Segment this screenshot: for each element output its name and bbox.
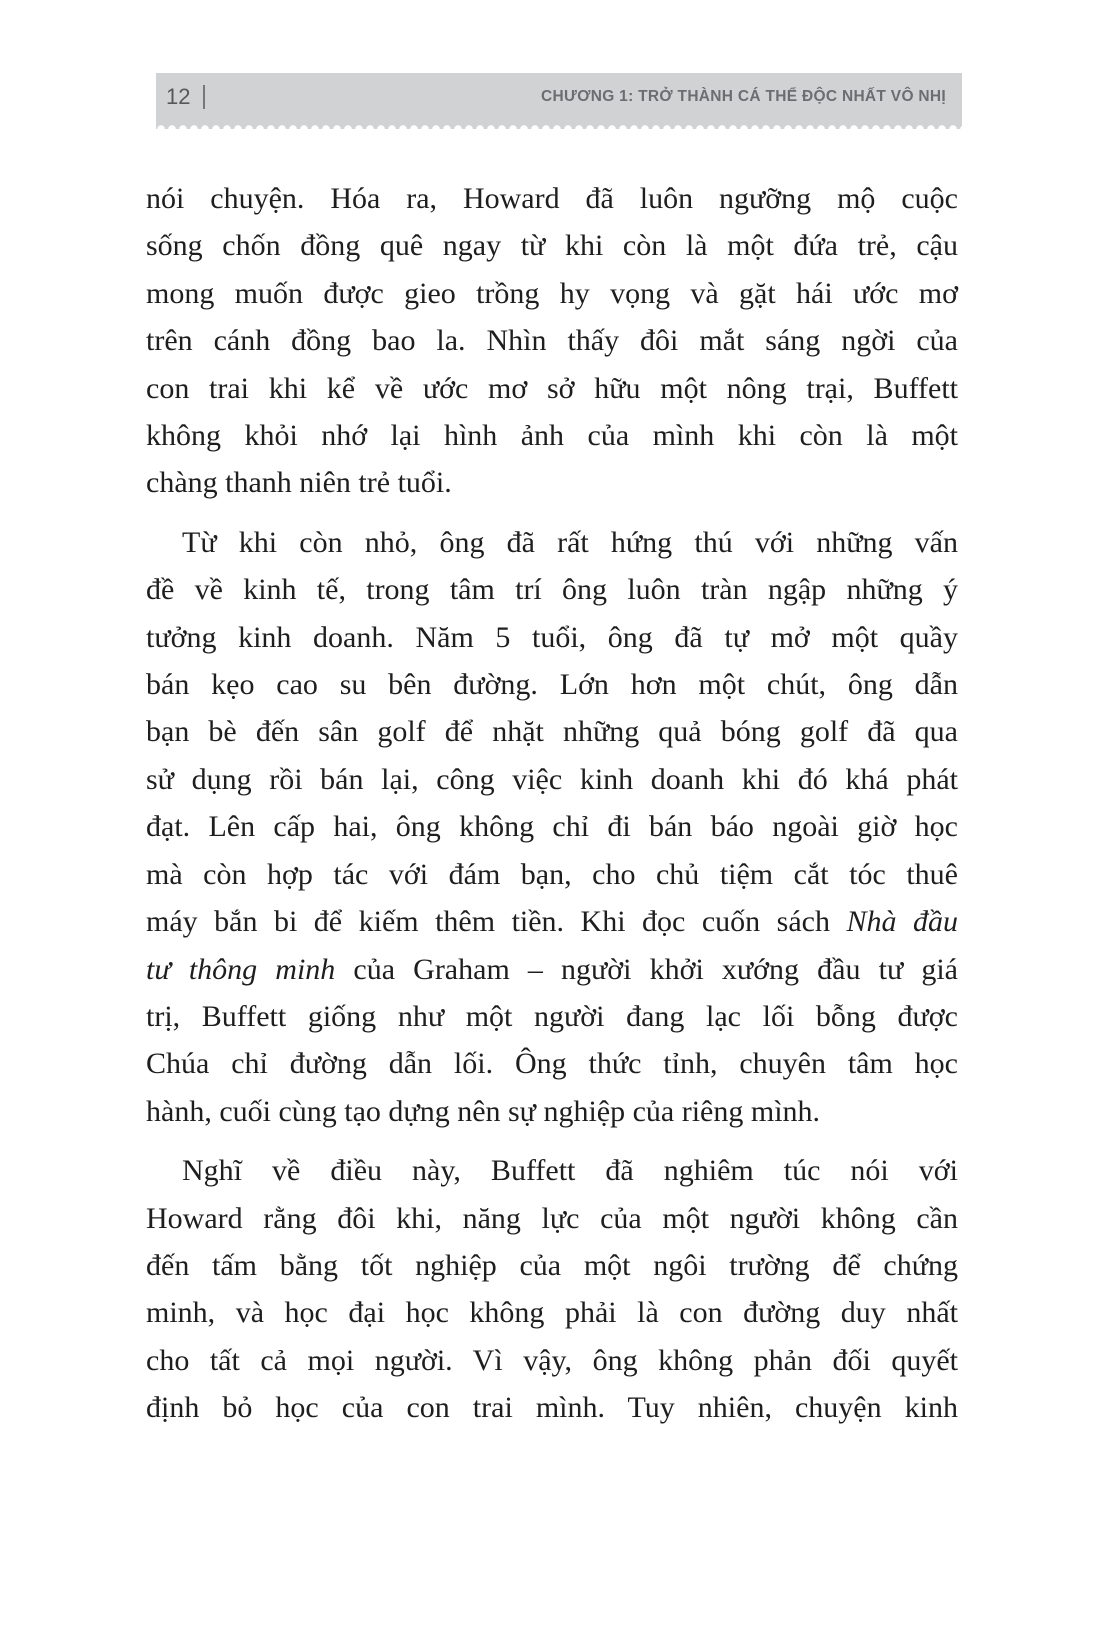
paragraph xyxy=(146,519,958,1135)
page-number-group xyxy=(166,84,205,110)
text-line xyxy=(146,756,958,803)
text-segment: mà còn hợp tác với đám bạn, cho chủ tiệm cắt tóc thuê xyxy=(146,857,958,891)
text-line xyxy=(146,1337,958,1384)
text-segment: mong muốn được gieo trồng hy vọng và gặt hái ước mơ xyxy=(146,276,958,310)
text-line xyxy=(146,851,958,898)
text-line xyxy=(146,1289,958,1336)
text-line xyxy=(146,270,958,317)
text-line xyxy=(146,993,958,1040)
page-body xyxy=(146,175,958,1444)
text-segment: hành, cuối cùng tạo dựng nên sự nghiệp của riêng mình. xyxy=(146,1094,821,1128)
text-line xyxy=(146,614,958,661)
text-segment: Từ khi còn nhỏ, ông đã rất hứng thú với những vấn xyxy=(182,525,958,559)
text-segment: không khỏi nhớ lại hình ảnh của mình khi còn là một xyxy=(146,419,958,453)
text-line xyxy=(146,412,958,459)
text-line xyxy=(146,803,958,850)
text-segment: nói chuyện. Hóa ra, Howard đã luôn ngưỡng mộ cuộc xyxy=(146,182,958,215)
text-line xyxy=(146,708,958,755)
text-segment: định bỏ học của con trai mình. Tuy nhiên, chuyện kinh xyxy=(146,1391,958,1425)
text-segment: trên cánh đồng bao la. Nhìn thấy đôi mắt sáng ngời của xyxy=(146,324,958,358)
text-line xyxy=(146,1088,958,1135)
running-header xyxy=(156,73,962,121)
page-number: 12 xyxy=(166,84,191,109)
text-segment: chàng thanh niên trẻ tuổi. xyxy=(146,466,452,500)
text-segment: Nghĩ về điều này, Buffett đã nghiêm túc nói với xyxy=(182,1154,958,1188)
page-number-divider xyxy=(203,85,205,109)
text-segment: con trai khi kể về ước mơ sở hữu một nông trại, Buffett xyxy=(146,371,958,405)
text-line xyxy=(146,459,958,506)
text-segment: máy bắn bi để kiếm thêm tiền. Khi đọc cuốn sách xyxy=(146,905,847,939)
text-segment: Nhà đầu xyxy=(846,905,958,939)
paragraph xyxy=(146,1147,958,1431)
text-segment: trị, Buffett giống như một người đang lạc lối bỗng được xyxy=(146,999,958,1033)
text-segment: Howard rằng đôi khi, năng lực của một người không cần xyxy=(146,1201,958,1235)
paragraph xyxy=(146,175,958,507)
text-line xyxy=(146,519,958,566)
text-segment: bán kẹo cao su bên đường. Lớn hơn một chút, ông dẫn xyxy=(146,668,958,702)
text-line xyxy=(146,175,958,222)
text-segment: sử dụng rồi bán lại, công việc kinh doanh khi đó khá phát xyxy=(146,762,958,796)
text-segment: tư thông minh xyxy=(146,952,336,986)
text-segment: đến tấm bằng tốt nghiệp của một ngôi trường để chứng xyxy=(146,1248,958,1282)
text-segment: minh, và học đại học không phải là con đường duy nhất xyxy=(146,1296,958,1330)
text-line xyxy=(146,661,958,708)
text-line xyxy=(146,1147,958,1194)
text-segment: đề về kinh tế, trong tâm trí ông luôn tràn ngập những ý xyxy=(146,573,958,607)
text-line xyxy=(146,1242,958,1289)
text-line xyxy=(146,365,958,412)
text-line xyxy=(146,946,958,993)
text-segment: cho tất cả mọi người. Vì vậy, ông không phản đối quyết xyxy=(146,1343,958,1377)
text-line xyxy=(146,1040,958,1087)
text-line xyxy=(146,898,958,945)
text-line xyxy=(146,566,958,613)
text-segment: của Graham – người khởi xướng đầu tư giá xyxy=(335,952,958,986)
text-segment: tưởng kinh doanh. Năm 5 tuổi, ông đã tự mở một quầy xyxy=(146,620,958,654)
text-line xyxy=(146,1384,958,1431)
chapter-title: CHƯƠNG 1: TRỞ THÀNH CÁ THỂ ĐỘC NHẤT VÔ NHỊ xyxy=(541,88,946,105)
text-segment: đạt. Lên cấp hai, ông không chỉ đi bán báo ngoài giờ học xyxy=(146,810,958,844)
text-line xyxy=(146,222,958,269)
text-segment: bạn bè đến sân golf để nhặt những quả bóng golf đã qua xyxy=(146,715,958,749)
text-segment: Chúa chỉ đường dẫn lối. Ông thức tỉnh, chuyên tâm học xyxy=(146,1047,958,1081)
text-segment: sống chốn đồng quê ngay từ khi còn là một đứa trẻ, cậu xyxy=(146,229,958,263)
text-line xyxy=(146,317,958,364)
text-line xyxy=(146,1195,958,1242)
